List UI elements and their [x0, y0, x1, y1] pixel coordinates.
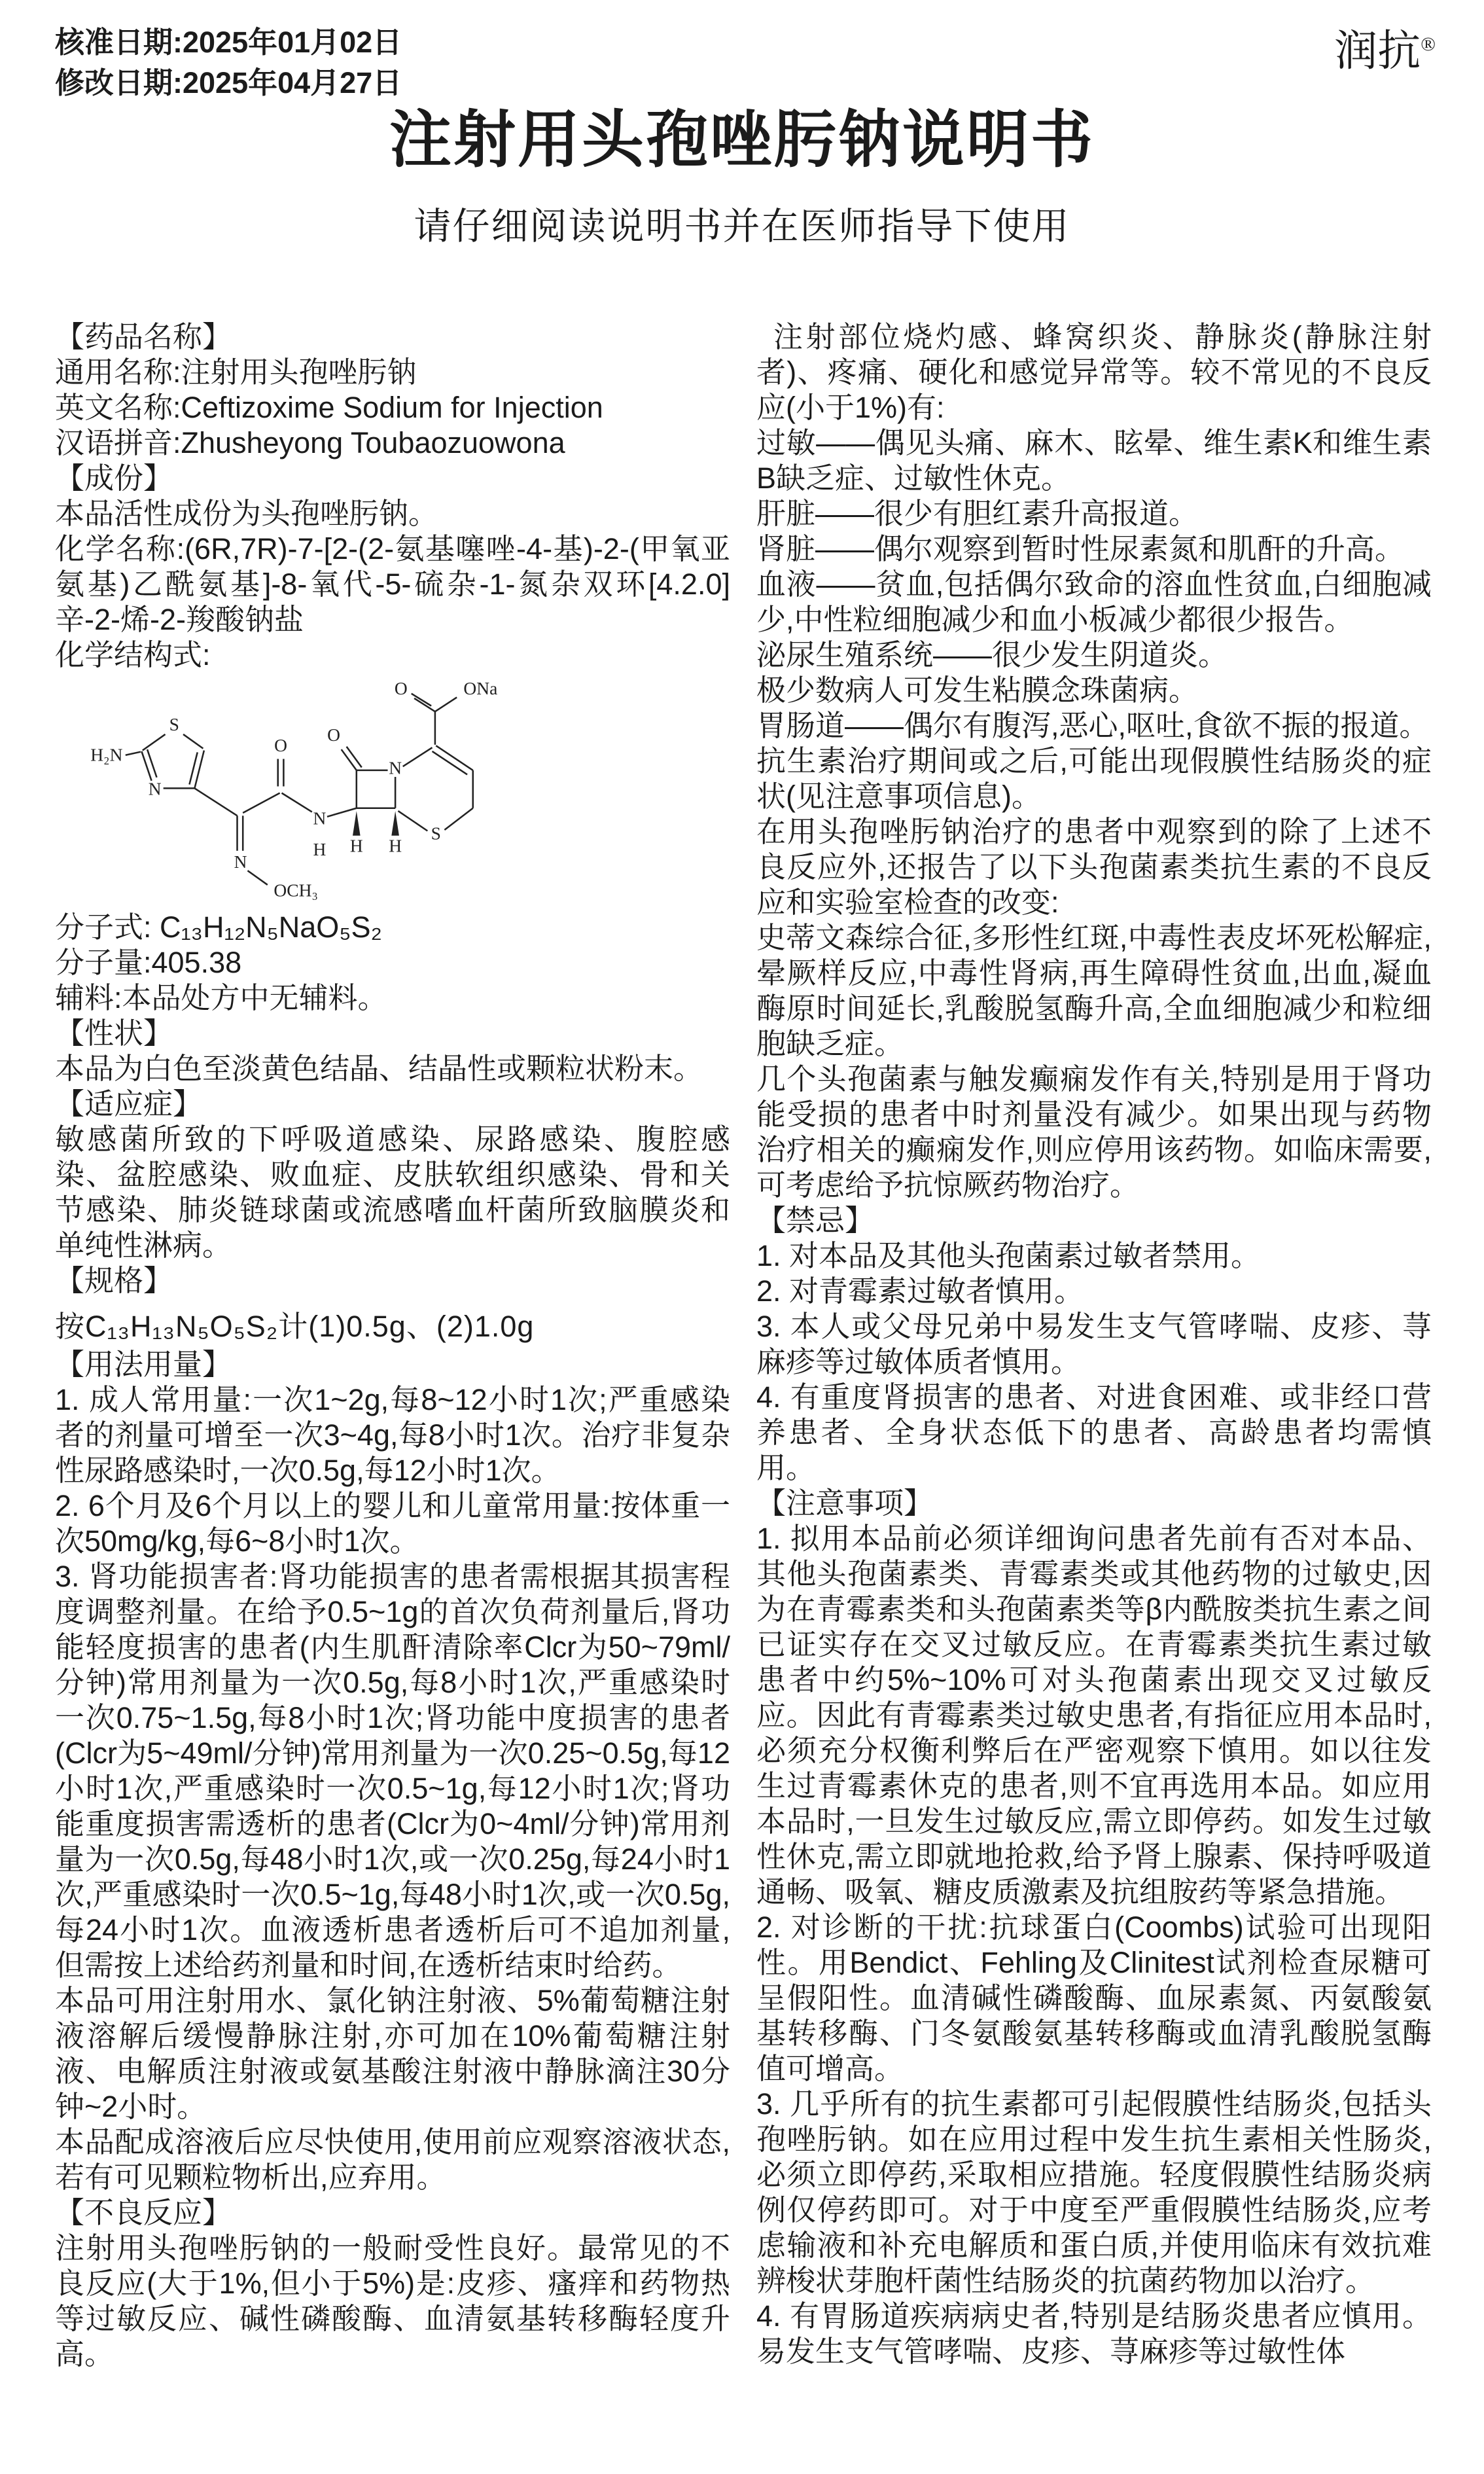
paragraph: 1. 拟用本品前必须详细询问患者先前有否对本品、其他头孢菌素类、青霉素类或其他药物的过敏史,因为在青霉素类和头孢菌素类等β内酰胺类抗生素之间已证实存在交叉过敏反应。在青霉素类抗生素过敏患者中约5%~10%可对头孢菌素出现交叉过敏反应。因此有青霉素类过敏史患者,有指征应用本品时,必须充分权衡利弊后在严密观察下慎用。如以往发生过青霉素休克的患者,则不宜再选用本品。如应用本品时,一旦发生过敏反应,需立即停药。如发生过敏性休克,需立即就地抢救,给予肾上腺素、保持呼吸道通畅、吸氧、糖皮质激素及抗组胺药等紧急措施。	[756, 1522, 1432, 1909]
paragraph: 按C₁₃H₁₃N₅O₅S₂计(1)0.5g、(2)1.0g	[55, 1310, 535, 1343]
paragraph: 几个头孢菌素与触发癫痫发作有关,特别是用于肾功能受损的患者中时剂量没有减少。如果出现与药物治疗相关的癫痫发作,则应停用该药物。如临床需要,可考虑给予抗惊厥药物治疗。	[756, 1062, 1432, 1202]
atom-label-n-thiazole: N	[148, 779, 162, 799]
section-heading: 【注意事项】	[756, 1486, 934, 1520]
paragraph: 化学名称:(6R,7R)-7-[2-(2-氨基噻唑-4-基)-2-(甲氧亚氨基)乙酰氨基]-8-氧代-5-硫杂-1-氮杂双环[4.2.0]辛-2-烯-2-羧酸钠盐	[55, 532, 730, 636]
paragraph: 过敏——偶见头痛、麻木、眩晕、维生素K和维生素B缺乏症、过敏性休克。	[756, 426, 1432, 495]
paragraph: 3. 本人或父母兄弟中易发生支气管哮喘、皮疹、荨麻疹等过敏体质者慎用。	[756, 1310, 1432, 1378]
paragraph: 3. 几乎所有的抗生素都可引起假膜性结肠炎,包括头孢唑肟钠。如在应用过程中发生抗生素相关性肠炎,必须立即停药,采取相应措施。轻度假膜性结肠炎病例仅停药即可。对于中度至严重假膜性结肠炎,应考虑输液和补充电解质和蛋白质,并使用临床有效抗难辨梭状芽胞杆菌性结肠炎的抗菌药物加以治疗。	[756, 2087, 1432, 2297]
paragraph: 肾脏——偶尔观察到暂时性尿素氮和肌酐的升高。	[756, 532, 1405, 565]
leaflet-body	[55, 319, 1432, 2372]
paragraph: 敏感菌所致的下呼吸道感染、尿路感染、腹腔感染、盆腔感染、败血症、皮肤软组织感染、骨和关节感染、肺炎链球菌或流感嗜血杆菌所致脑膜炎和单纯性淋病。	[55, 1122, 730, 1262]
paragraph: 分子式: C₁₃H₁₂N₅NaO₅S₂	[55, 910, 382, 944]
paragraph: 史蒂文森综合征,多形性红斑,中毒性表皮坏死松解症,晕厥样反应,中毒性肾病,再生障碍性贫血,出血,凝血酶原时间延长,乳酸脱氢酶升高,全血细胞减少和粒细胞缺乏症。	[756, 921, 1432, 1060]
paragraph: 注射部位烧灼感、蜂窝织炎、静脉炎(静脉注射者)、疼痛、硬化和感觉异常等。较不常见的不良反应(小于1%)有:	[756, 320, 1432, 424]
registered-mark-icon: ®	[1421, 33, 1436, 55]
atom-label-h-c7: H	[349, 836, 363, 856]
atom-label-o-lactam: O	[327, 725, 341, 745]
paragraph: 英文名称:Ceftizoxime Sodium for Injection	[55, 391, 603, 424]
paragraph: 抗生素治疗期间或之后,可能出现假膜性结肠炎的症状(见注意事项信息)。	[756, 744, 1432, 813]
paragraph: 1. 成人常用量:一次1~2g,每8~12小时1次;严重感染者的剂量可增至一次3~4g,每8小时1次。治疗非复杂性尿路感染时,一次0.5g,每12小时1次。	[55, 1383, 730, 1487]
paragraph: 2. 6个月及6个月以上的婴儿和儿童常用量:按体重一次50mg/kg,每6~8小时1次。	[55, 1489, 730, 1558]
section-heading: 【性状】	[55, 1016, 173, 1050]
brand-name: 润抗	[1334, 27, 1421, 75]
paragraph: 胃肠道——偶尔有腹泻,恶心,呕吐,食欲不振的报道。	[756, 709, 1429, 742]
ceftizoxime-structure-drawing	[77, 679, 522, 902]
atom-label-o-amide: O	[274, 735, 287, 755]
paragraph: 本品可用注射用水、氯化钠注射液、5%葡萄糖注射液溶解后缓慢静脉注射,亦可加在10%葡萄糖注射液、电解质注射液或氨基酸注射液中静脉滴注30分钟~2小时。	[55, 1984, 730, 2123]
section-heading: 【不良反应】	[55, 2196, 232, 2229]
section-heading: 【药品名称】	[55, 320, 232, 353]
paragraph: 辅料:本品处方中无辅料。	[55, 981, 387, 1014]
paragraph: 2. 对诊断的干扰:抗球蛋白(Coombs)试验可出现阳性。用Bendict、Fehling及Clinitest试剂检查尿糖可呈假阳性。血清碱性磷酸酶、血尿素氮、丙氨酸氨基转移酶、门冬氨酸氨基转移酶或血清乳酸脱氢酶值可增高。	[756, 1910, 1432, 2085]
right-column	[756, 319, 1432, 2372]
atom-label-s-ring: S	[431, 823, 441, 844]
revision-date: 修改日期:2025年04月27日	[55, 66, 402, 99]
left-column	[55, 319, 730, 2372]
section-heading: 【适应症】	[55, 1087, 203, 1120]
atom-label-o-acid: O	[394, 679, 408, 699]
atom-label-h2n: H₂N	[90, 745, 123, 765]
page-subtitle: 请仔细阅读说明书并在医师指导下使用	[414, 206, 1070, 247]
paragraph: 本品活性成份为头孢唑肟钠。	[55, 497, 438, 530]
chemical-structure-diagram	[77, 679, 522, 902]
approval-date: 核准日期:2025年01月02日	[55, 26, 402, 59]
paragraph: 在用头孢唑肟钠治疗的患者中观察到的除了上述不良反应外,还报告了以下头孢菌素类抗生素的不良反应和实验室检查的改变:	[756, 815, 1432, 919]
atom-label-n-ring: N	[389, 758, 402, 778]
atom-label-och3: OCH₃	[274, 880, 319, 901]
paragraph: 1. 对本品及其他头孢菌素过敏者禁用。	[756, 1239, 1261, 1272]
atom-label-ona: ONa	[463, 679, 498, 699]
paragraph: 肝脏——很少有胆红素升高报道。	[756, 497, 1199, 530]
atom-label-s-thiazole: S	[169, 715, 179, 735]
paragraph: 4. 有胃肠道疾病病史者,特别是结肠炎患者应慎用。易发生支气管哮喘、皮疹、荨麻疹等过敏性体	[756, 2299, 1432, 2368]
section-heading: 【用法用量】	[55, 1348, 232, 1381]
atom-label-h-c6: H	[389, 836, 402, 856]
section-heading: 【禁忌】	[756, 1204, 875, 1237]
section-heading: 【成份】	[55, 461, 173, 495]
paragraph: 分子量:405.38	[55, 946, 242, 979]
atom-label-h-amide: H	[313, 840, 327, 860]
paragraph: 化学结构式:	[55, 638, 211, 672]
paragraph: 3. 肾功能损害者:肾功能损害的患者需根据其损害程度调整剂量。在给予0.5~1g的首次负荷剂量后,肾功能轻度损害的患者(内生肌酐清除率Clcr为50~79ml/分钟)常用剂量为一次0.5g,每8小时1次,严重感染时一次0.75~1.5g,每8小时1次;肾功能中度损害的患者(Clcr为5~49ml/分钟)常用剂量为一次0.25~0.5g,每12小时1次,严重感染时一次0.5~1g,每12小时1次;肾功能重度损害需透析的患者(Clcr为0~4ml/分钟)常用剂量为一次0.5g,每48小时1次,或一次0.25g,每24小时1次,严重感染时一次0.5~1g,每48小时1次,或一次0.5g,每24小时1次。血液透析患者透析后可不追加剂量,但需按上述给药剂量和时间,在透析结束时给药。	[55, 1560, 730, 1982]
paragraph: 泌尿生殖系统——很少发生阴道炎。	[756, 638, 1228, 672]
brand-logo	[1334, 27, 1436, 75]
atom-label-n-amide: N	[313, 808, 327, 829]
paragraph: 注射用头孢唑肟钠的一般耐受性良好。最常见的不良反应(大于1%,但小于5%)是:皮疹、瘙痒和药物热等过敏反应、碱性磷酸酶、血清氨基转移酶轻度升高。	[55, 2231, 730, 2371]
paragraph: 本品配成溶液后应尽快使用,使用前应观察溶液状态,若有可见颗粒物析出,应弃用。	[55, 2125, 730, 2194]
paragraph: 2. 对青霉素过敏者慎用。	[756, 1274, 1084, 1308]
atom-label-n-oxime: N	[234, 852, 247, 872]
paragraph: 血液——贫血,包括偶尔致命的溶血性贫血,白细胞减少,中性粒细胞减少和血小板减少都很少报告。	[756, 567, 1432, 636]
paragraph: 4. 有重度肾损害的患者、对进食困难、或非经口营养患者、全身状态低下的患者、高龄患者均需慎用。	[756, 1380, 1432, 1484]
paragraph: 通用名称:注射用头孢唑肟钠	[55, 355, 417, 389]
page-title: 注射用头孢唑肟钠说明书	[389, 105, 1095, 175]
paragraph: 极少数病人可发生粘膜念珠菌病。	[756, 673, 1199, 707]
paragraph: 汉语拼音:Zhusheyong Toubaozuowona	[55, 426, 565, 459]
paragraph: 本品为白色至淡黄色结晶、结晶性或颗粒状粉末。	[55, 1052, 703, 1085]
section-heading: 【规格】	[55, 1264, 173, 1297]
